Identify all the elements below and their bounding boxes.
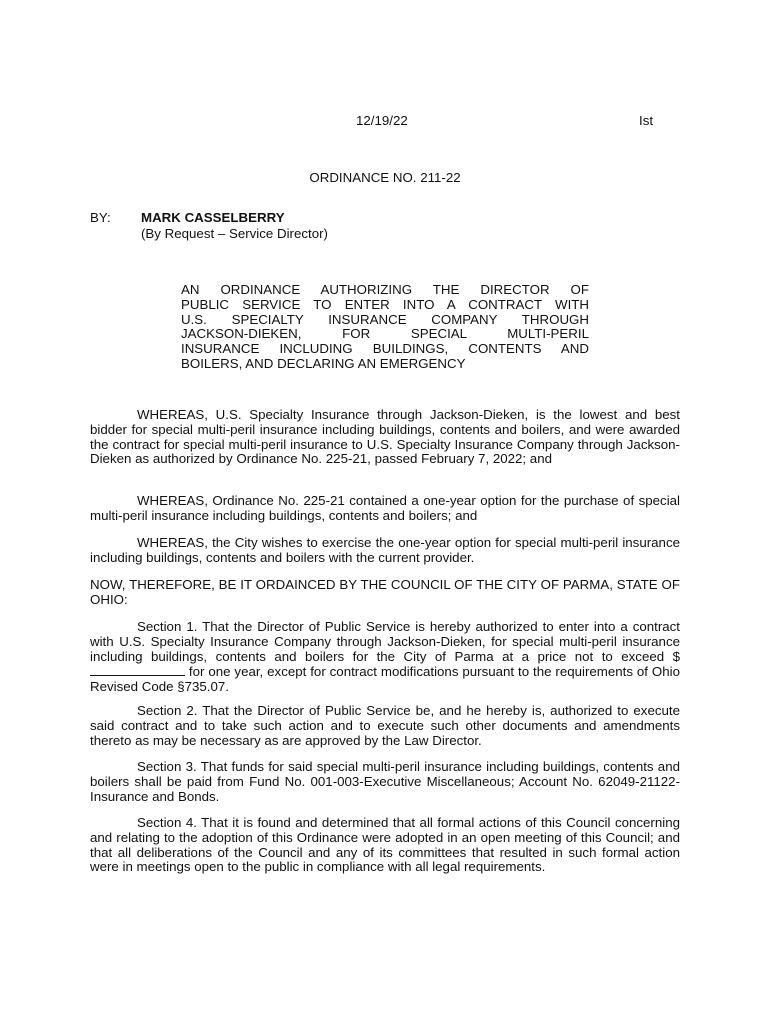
whereas-clause-3: WHEREAS, the City wishes to exercise the one-year option for special multi-peril insurance including buildings, contents and boilers with the current provider. [90, 535, 680, 565]
ordinance-date: 12/19/22 [356, 113, 408, 128]
reading-number: Ist [639, 113, 654, 128]
title-line: INSURANCE INCLUDING BUILDINGS, CONTENTS AND [181, 341, 589, 357]
enacting-clause: NOW, THEREFORE, BE IT ORDAINCED BY THE COUNCIL OF THE CITY OF PARMA, STATE OF OHIO: [90, 577, 680, 607]
section-4: Section 4. That it is found and determined that all formal actions of this Council concerning and relating to the adoption of this Ordinance were adopted in an open meeting of this Council; and that all deliberations of the Council and any of its committees that resulted in such formal action were in meetings open to the public in compliance with all legal requirements. [90, 815, 680, 875]
sponsor-note: (By Request – Service Director) [141, 226, 328, 241]
title-line: BOILERS, AND DECLARING AN EMERGENCY [181, 355, 466, 371]
section-1-text-continued: for one year, except for contract modifications pursuant to the requirements of Ohio Revised Code §735.07. [90, 664, 680, 695]
whereas-clause-1: WHEREAS, U.S. Specialty Insurance through Jackson-Dieken, is the lowest and best bidder for special multi-peril insurance including buildings, contents and boilers, and were awarded the contract for special multi-peril insurance to U.S. Specialty Insurance Company through Jackson-Dieken as authorized by Ordinance No. 225-21, passed February 7, 2022; and [90, 407, 680, 467]
section-2: Section 2. That the Director of Public Service be, and he hereby is, authorized to execute said contract and to take such action and to execute such other documents and amendments thereto as may be necessary as are approved by the Law Director. [90, 703, 680, 748]
whereas-clause-2: WHEREAS, Ordinance No. 225-21 contained a one-year option for the purchase of special multi-peril insurance including buildings, contents and boilers; and [90, 493, 680, 523]
price-blank-line [90, 664, 185, 676]
title-line: PUBLIC SERVICE TO ENTER INTO A CONTRACT WITH [181, 296, 589, 312]
section-1 [90, 620, 680, 695]
ordinance-title [181, 283, 589, 372]
sponsor-name: MARK CASSELBERRY [141, 210, 285, 225]
title-line: AN ORDINANCE AUTHORIZING THE DIRECTOR OF [181, 282, 589, 297]
title-line: JACKSON-DIEKEN, FOR SPECIAL MULTI-PERIL [181, 326, 589, 342]
sponsor-label: BY: [90, 210, 111, 225]
section-3: Section 3. That funds for said special multi-peril insurance including buildings, contents and boilers shall be paid from Fund No. 001-003-Executive Miscellaneous; Account No. 62049-21122-Insurance and Bonds. [90, 759, 680, 804]
ordinance-number: ORDINANCE NO. 211-22 [309, 170, 461, 185]
title-line: U.S. SPECIALTY INSURANCE COMPANY THROUGH [181, 311, 589, 327]
section-1-text: Section 1. That the Director of Public Service is hereby authorized to enter into a contract with U.S. Specialty Insurance Company through Jackson-Dieken, for special multi-peril insurance including buildings, contents and boilers for the City of Parma at a price not to exceed $ [90, 619, 680, 664]
